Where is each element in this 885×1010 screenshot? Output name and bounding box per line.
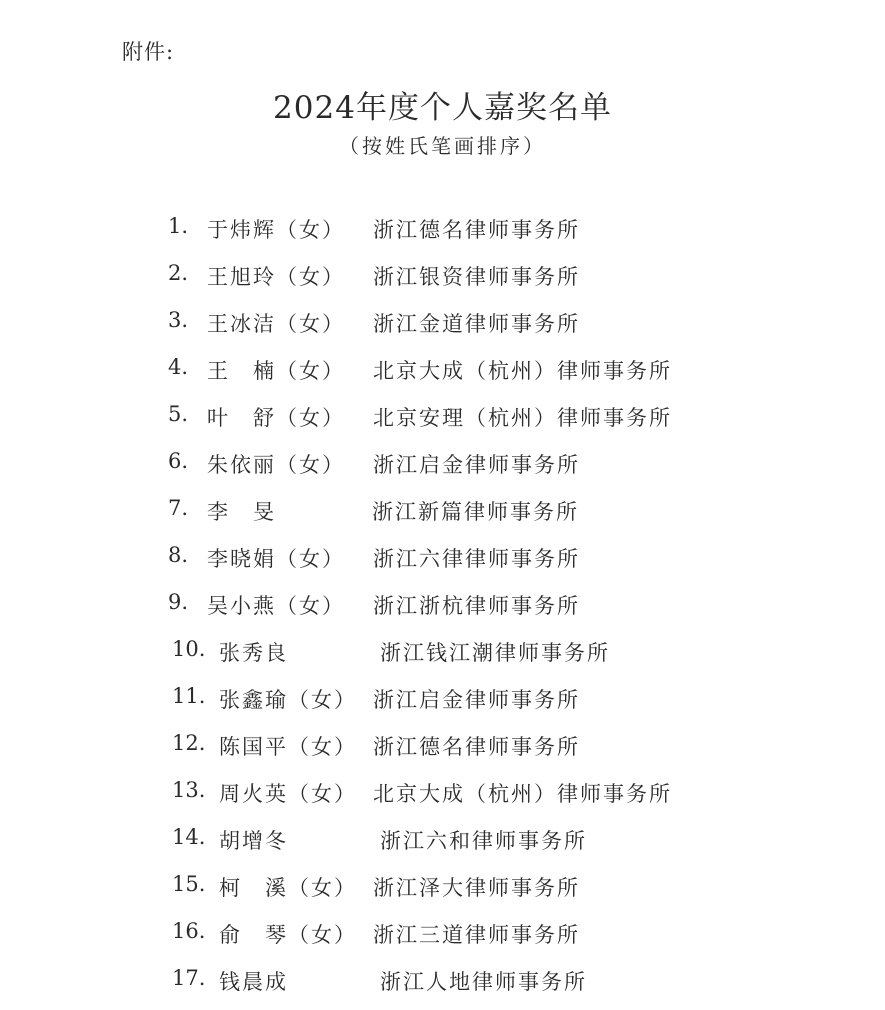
page-subtitle: （按姓氏笔画排序）	[339, 134, 546, 158]
item-number: 10.	[172, 637, 206, 661]
item-number: 16.	[172, 919, 206, 943]
list-item	[0, 308, 885, 338]
attachment-label: 附件:	[122, 40, 175, 64]
person-name: 陈国平（女）	[219, 735, 357, 759]
law-firm: 浙江钱江潮律师事务所	[380, 641, 610, 665]
list-item	[0, 449, 885, 479]
list-item	[0, 684, 885, 714]
person-name: 于炜辉（女）	[207, 218, 345, 242]
list-item	[0, 825, 885, 855]
person-name: 胡增冬	[219, 829, 288, 853]
law-firm: 浙江金道律师事务所	[373, 312, 580, 336]
list-item	[0, 919, 885, 949]
list-item	[0, 402, 885, 432]
law-firm: 浙江德名律师事务所	[373, 735, 580, 759]
law-firm: 浙江浙杭律师事务所	[373, 594, 580, 618]
list-item	[0, 637, 885, 667]
person-name: 张鑫瑜（女）	[219, 688, 357, 712]
law-firm: 浙江人地律师事务所	[380, 970, 587, 994]
person-name: 吴小燕（女）	[207, 594, 345, 618]
person-name: 李晓娟（女）	[207, 547, 345, 571]
law-firm: 北京大成（杭州）律师事务所	[373, 782, 672, 806]
item-number: 15.	[172, 872, 206, 896]
person-name: 钱晨成	[219, 970, 288, 994]
law-firm: 浙江三道律师事务所	[373, 923, 580, 947]
person-name: 柯 溪（女）	[219, 876, 357, 900]
list-item	[0, 778, 885, 808]
item-number: 4.	[168, 355, 189, 379]
item-number: 6.	[168, 449, 189, 473]
list-item	[0, 966, 885, 996]
item-number: 12.	[172, 731, 206, 755]
item-number: 13.	[172, 778, 206, 802]
item-number: 11.	[172, 684, 206, 708]
list-item	[0, 261, 885, 291]
item-number: 9.	[168, 590, 189, 614]
item-number: 7.	[168, 496, 189, 520]
law-firm: 北京安理（杭州）律师事务所	[373, 406, 672, 430]
law-firm: 北京大成（杭州）律师事务所	[373, 359, 672, 383]
person-name: 叶 舒（女）	[207, 406, 345, 430]
law-firm: 浙江六和律师事务所	[380, 829, 587, 853]
list-item	[0, 543, 885, 573]
law-firm: 浙江启金律师事务所	[373, 453, 580, 477]
person-name: 王旭玲（女）	[207, 265, 345, 289]
list-item	[0, 214, 885, 244]
person-name: 王 楠（女）	[207, 359, 345, 383]
person-name: 俞 琴（女）	[219, 923, 357, 947]
item-number: 2.	[168, 261, 189, 285]
page-title: 2024年度个人嘉奖名单	[273, 90, 612, 126]
item-number: 1.	[168, 214, 189, 238]
person-name: 朱依丽（女）	[207, 453, 345, 477]
person-name: 周火英（女）	[219, 782, 357, 806]
item-number: 17.	[172, 966, 206, 990]
person-name: 王冰洁（女）	[207, 312, 345, 336]
item-number: 8.	[168, 543, 189, 567]
law-firm: 浙江六律律师事务所	[373, 547, 580, 571]
item-number: 14.	[172, 825, 206, 849]
person-name: 李 旻	[207, 500, 276, 524]
list-item	[0, 496, 885, 526]
person-name: 张秀良	[219, 641, 288, 665]
list-item	[0, 872, 885, 902]
list-item	[0, 731, 885, 761]
list-item	[0, 355, 885, 385]
law-firm: 浙江新篇律师事务所	[372, 500, 579, 524]
item-number: 3.	[168, 308, 189, 332]
law-firm: 浙江德名律师事务所	[373, 218, 580, 242]
law-firm: 浙江启金律师事务所	[373, 688, 580, 712]
law-firm: 浙江银资律师事务所	[373, 265, 580, 289]
list-item	[0, 590, 885, 620]
law-firm: 浙江泽大律师事务所	[373, 876, 580, 900]
item-number: 5.	[168, 402, 189, 426]
